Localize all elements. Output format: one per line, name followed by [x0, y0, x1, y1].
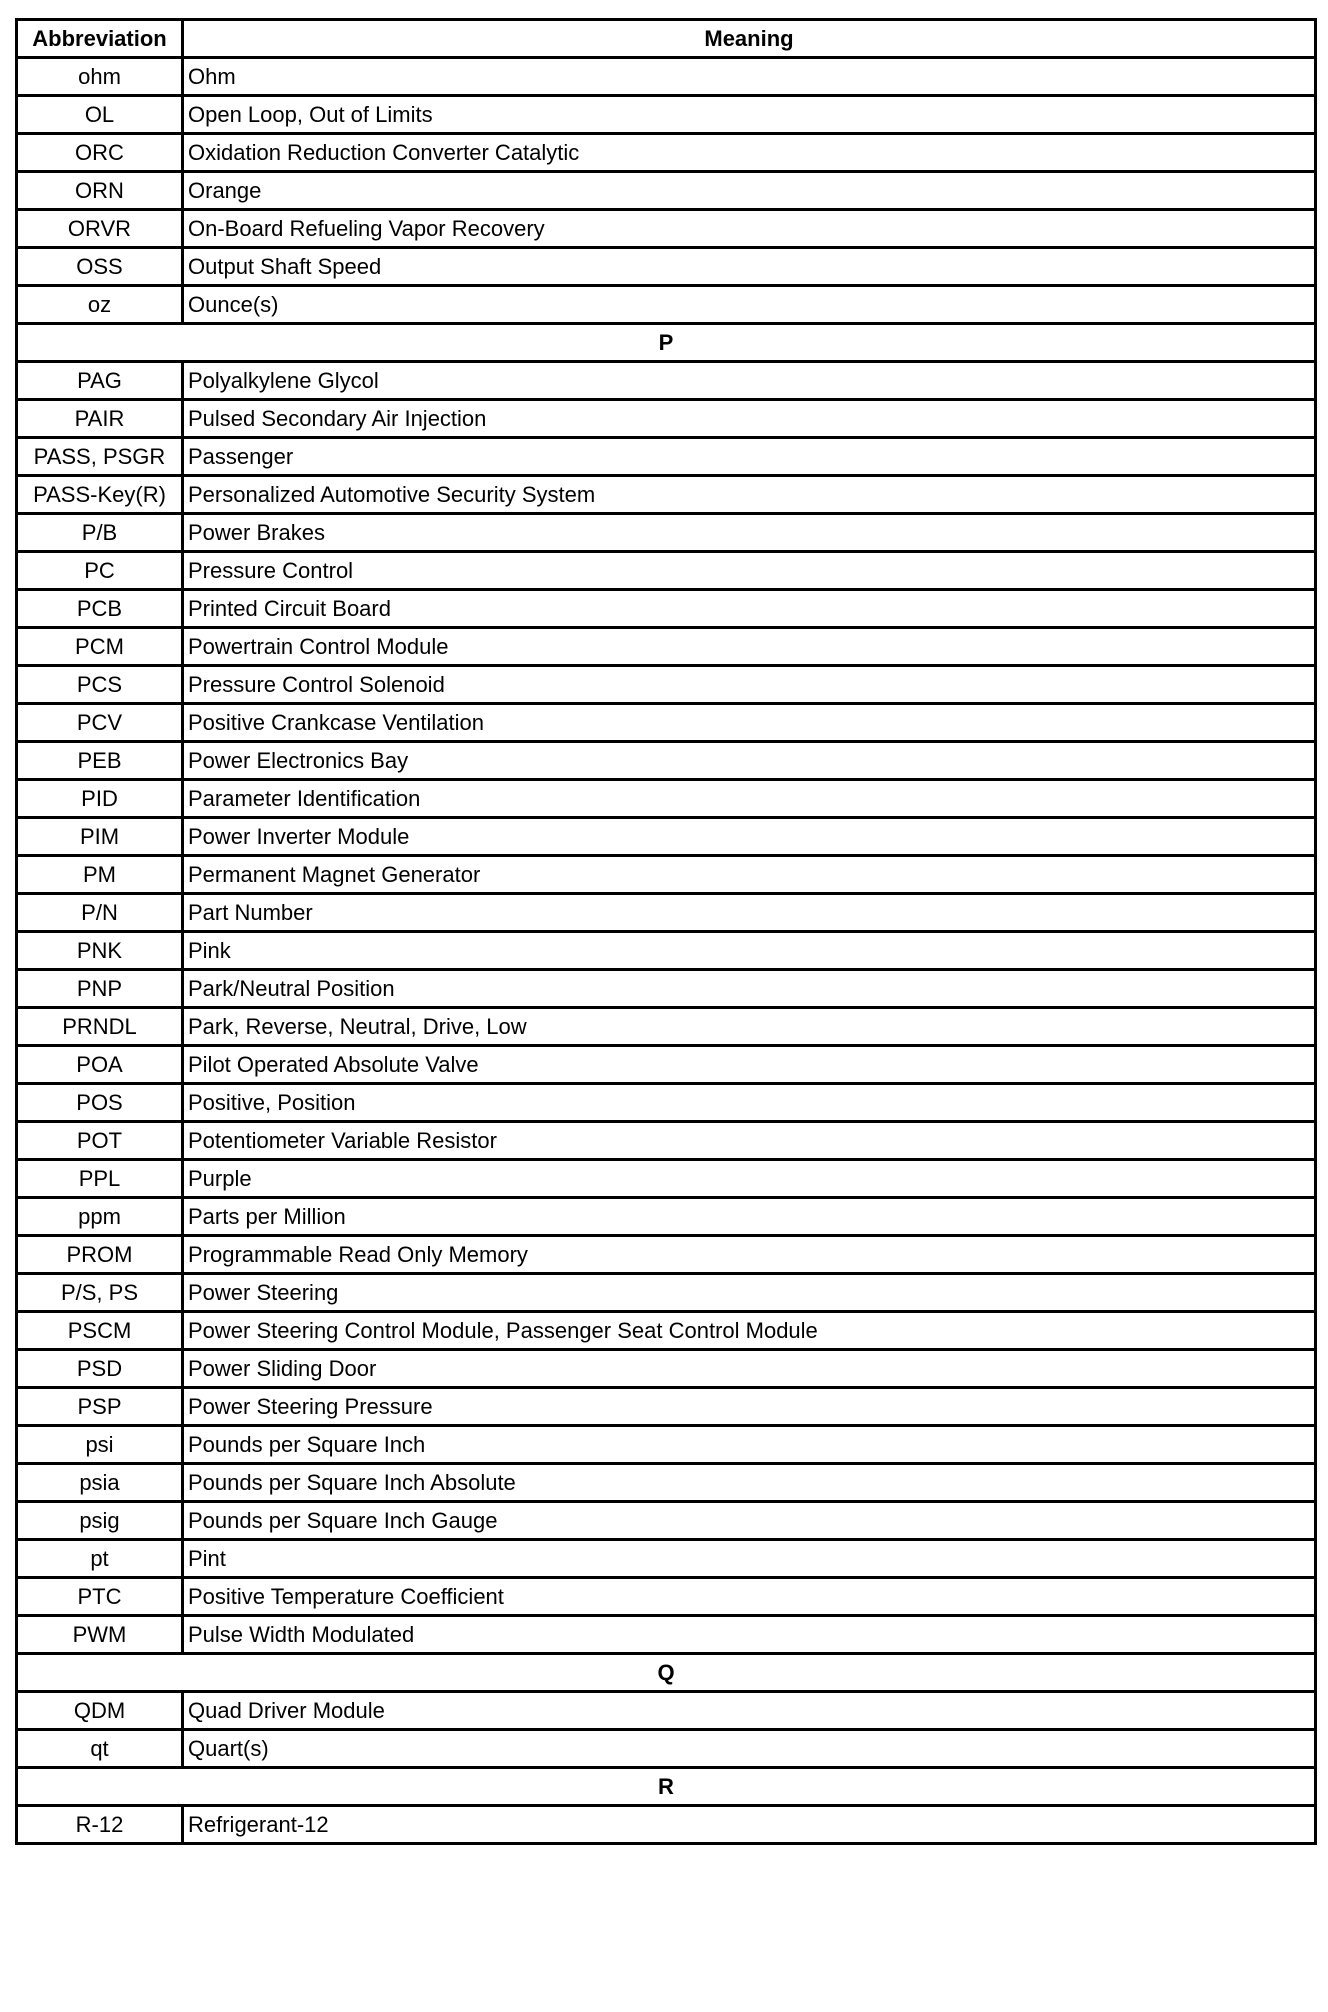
meaning-cell: Passenger	[183, 438, 1316, 476]
abbreviation-cell: PM	[17, 856, 183, 894]
meaning-cell: Parameter Identification	[183, 780, 1316, 818]
table-row	[17, 438, 1316, 476]
meaning-cell: Pounds per Square Inch Gauge	[183, 1502, 1316, 1540]
meaning-cell: Refrigerant-12	[183, 1806, 1316, 1844]
section-letter: R	[17, 1768, 1316, 1806]
section-letter: P	[17, 324, 1316, 362]
meaning-cell: Park/Neutral Position	[183, 970, 1316, 1008]
table-row	[17, 1616, 1316, 1654]
abbreviation-cell: PTC	[17, 1578, 183, 1616]
table-row	[17, 1806, 1316, 1844]
abbreviation-cell: PCB	[17, 590, 183, 628]
table-row	[17, 1122, 1316, 1160]
meaning-cell: Power Brakes	[183, 514, 1316, 552]
abbreviation-cell: POT	[17, 1122, 183, 1160]
meaning-cell: Ounce(s)	[183, 286, 1316, 324]
abbreviation-cell: PROM	[17, 1236, 183, 1274]
abbreviation-cell: PCS	[17, 666, 183, 704]
header-meaning: Meaning	[183, 20, 1316, 58]
table-row	[17, 1274, 1316, 1312]
table-row	[17, 134, 1316, 172]
table-row	[17, 1312, 1316, 1350]
table-row	[17, 1198, 1316, 1236]
table-row	[17, 1008, 1316, 1046]
abbreviation-cell: P/B	[17, 514, 183, 552]
table-row	[17, 172, 1316, 210]
meaning-cell: Pressure Control Solenoid	[183, 666, 1316, 704]
abbreviation-cell: PIM	[17, 818, 183, 856]
abbreviation-cell: psig	[17, 1502, 183, 1540]
meaning-cell: Pounds per Square Inch	[183, 1426, 1316, 1464]
meaning-cell: Permanent Magnet Generator	[183, 856, 1316, 894]
abbreviation-cell: PAIR	[17, 400, 183, 438]
table-row	[17, 1236, 1316, 1274]
abbreviation-cell: PAG	[17, 362, 183, 400]
table-row	[17, 1046, 1316, 1084]
meaning-cell: Power Steering	[183, 1274, 1316, 1312]
abbreviation-cell: POS	[17, 1084, 183, 1122]
meaning-cell: Output Shaft Speed	[183, 248, 1316, 286]
table-row	[17, 1350, 1316, 1388]
abbreviation-cell: PWM	[17, 1616, 183, 1654]
meaning-cell: Purple	[183, 1160, 1316, 1198]
meaning-cell: On-Board Refueling Vapor Recovery	[183, 210, 1316, 248]
meaning-cell: Pressure Control	[183, 552, 1316, 590]
meaning-cell: Power Steering Control Module, Passenger Seat Control Module	[183, 1312, 1316, 1350]
table-row	[17, 286, 1316, 324]
abbreviation-cell: ppm	[17, 1198, 183, 1236]
abbreviation-cell: PRNDL	[17, 1008, 183, 1046]
meaning-cell: Positive, Position	[183, 1084, 1316, 1122]
abbreviation-cell: OL	[17, 96, 183, 134]
meaning-cell: Power Electronics Bay	[183, 742, 1316, 780]
table-row	[17, 894, 1316, 932]
meaning-cell: Personalized Automotive Security System	[183, 476, 1316, 514]
abbreviation-cell: ORN	[17, 172, 183, 210]
meaning-cell: Pulse Width Modulated	[183, 1616, 1316, 1654]
table-row	[17, 552, 1316, 590]
table-row	[17, 856, 1316, 894]
table-row	[17, 590, 1316, 628]
abbreviation-table	[15, 18, 1317, 1845]
abbreviation-cell: QDM	[17, 1692, 183, 1730]
meaning-cell: Ohm	[183, 58, 1316, 96]
meaning-cell: Pulsed Secondary Air Injection	[183, 400, 1316, 438]
table-header-row	[17, 20, 1316, 58]
table-row	[17, 58, 1316, 96]
abbreviation-cell: OSS	[17, 248, 183, 286]
table-row	[17, 1388, 1316, 1426]
meaning-cell: Positive Temperature Coefficient	[183, 1578, 1316, 1616]
table-row	[17, 1426, 1316, 1464]
table-row	[17, 1502, 1316, 1540]
abbreviation-cell: PPL	[17, 1160, 183, 1198]
table-row	[17, 704, 1316, 742]
abbreviation-cell: PCM	[17, 628, 183, 666]
abbreviation-cell: oz	[17, 286, 183, 324]
table-row	[17, 248, 1316, 286]
table-row	[17, 742, 1316, 780]
section-row	[17, 1768, 1316, 1806]
meaning-cell: Park, Reverse, Neutral, Drive, Low	[183, 1008, 1316, 1046]
meaning-cell: Potentiometer Variable Resistor	[183, 1122, 1316, 1160]
abbreviation-cell: POA	[17, 1046, 183, 1084]
abbreviation-cell: PNK	[17, 932, 183, 970]
table-row	[17, 362, 1316, 400]
abbreviation-cell: PID	[17, 780, 183, 818]
meaning-cell: Oxidation Reduction Converter Catalytic	[183, 134, 1316, 172]
abbreviation-cell: ORVR	[17, 210, 183, 248]
abbreviation-cell: PSCM	[17, 1312, 183, 1350]
section-letter: Q	[17, 1654, 1316, 1692]
meaning-cell: Parts per Million	[183, 1198, 1316, 1236]
abbreviation-cell: qt	[17, 1730, 183, 1768]
meaning-cell: Printed Circuit Board	[183, 590, 1316, 628]
table-row	[17, 210, 1316, 248]
meaning-cell: Power Sliding Door	[183, 1350, 1316, 1388]
abbreviation-cell: psi	[17, 1426, 183, 1464]
abbreviation-cell: PSD	[17, 1350, 183, 1388]
abbreviation-cell: pt	[17, 1540, 183, 1578]
table-row	[17, 818, 1316, 856]
abbreviation-table-container	[15, 18, 1314, 1845]
abbreviation-cell: R-12	[17, 1806, 183, 1844]
header-abbreviation: Abbreviation	[17, 20, 183, 58]
meaning-cell: Pint	[183, 1540, 1316, 1578]
table-row	[17, 1578, 1316, 1616]
meaning-cell: Pounds per Square Inch Absolute	[183, 1464, 1316, 1502]
meaning-cell: Pilot Operated Absolute Valve	[183, 1046, 1316, 1084]
meaning-cell: Quart(s)	[183, 1730, 1316, 1768]
meaning-cell: Open Loop, Out of Limits	[183, 96, 1316, 134]
abbreviation-cell: PEB	[17, 742, 183, 780]
abbreviation-cell: PSP	[17, 1388, 183, 1426]
abbreviation-cell: P/S, PS	[17, 1274, 183, 1312]
abbreviation-cell: ORC	[17, 134, 183, 172]
table-row	[17, 1692, 1316, 1730]
table-row	[17, 1464, 1316, 1502]
abbreviation-cell: PNP	[17, 970, 183, 1008]
table-row	[17, 476, 1316, 514]
table-row	[17, 780, 1316, 818]
section-row	[17, 324, 1316, 362]
meaning-cell: Power Inverter Module	[183, 818, 1316, 856]
meaning-cell: Powertrain Control Module	[183, 628, 1316, 666]
table-row	[17, 1084, 1316, 1122]
table-row	[17, 628, 1316, 666]
table-row	[17, 932, 1316, 970]
table-body	[17, 58, 1316, 1844]
abbreviation-cell: ohm	[17, 58, 183, 96]
table-row	[17, 96, 1316, 134]
table-row	[17, 666, 1316, 704]
meaning-cell: Polyalkylene Glycol	[183, 362, 1316, 400]
abbreviation-cell: psia	[17, 1464, 183, 1502]
abbreviation-cell: PCV	[17, 704, 183, 742]
table-row	[17, 970, 1316, 1008]
abbreviation-cell: PC	[17, 552, 183, 590]
abbreviation-cell: PASS-Key(R)	[17, 476, 183, 514]
table-row	[17, 1160, 1316, 1198]
table-row	[17, 514, 1316, 552]
table-row	[17, 1540, 1316, 1578]
meaning-cell: Positive Crankcase Ventilation	[183, 704, 1316, 742]
meaning-cell: Quad Driver Module	[183, 1692, 1316, 1730]
meaning-cell: Part Number	[183, 894, 1316, 932]
meaning-cell: Pink	[183, 932, 1316, 970]
section-row	[17, 1654, 1316, 1692]
abbreviation-cell: P/N	[17, 894, 183, 932]
meaning-cell: Programmable Read Only Memory	[183, 1236, 1316, 1274]
table-row	[17, 1730, 1316, 1768]
abbreviation-cell: PASS, PSGR	[17, 438, 183, 476]
table-row	[17, 400, 1316, 438]
meaning-cell: Power Steering Pressure	[183, 1388, 1316, 1426]
meaning-cell: Orange	[183, 172, 1316, 210]
